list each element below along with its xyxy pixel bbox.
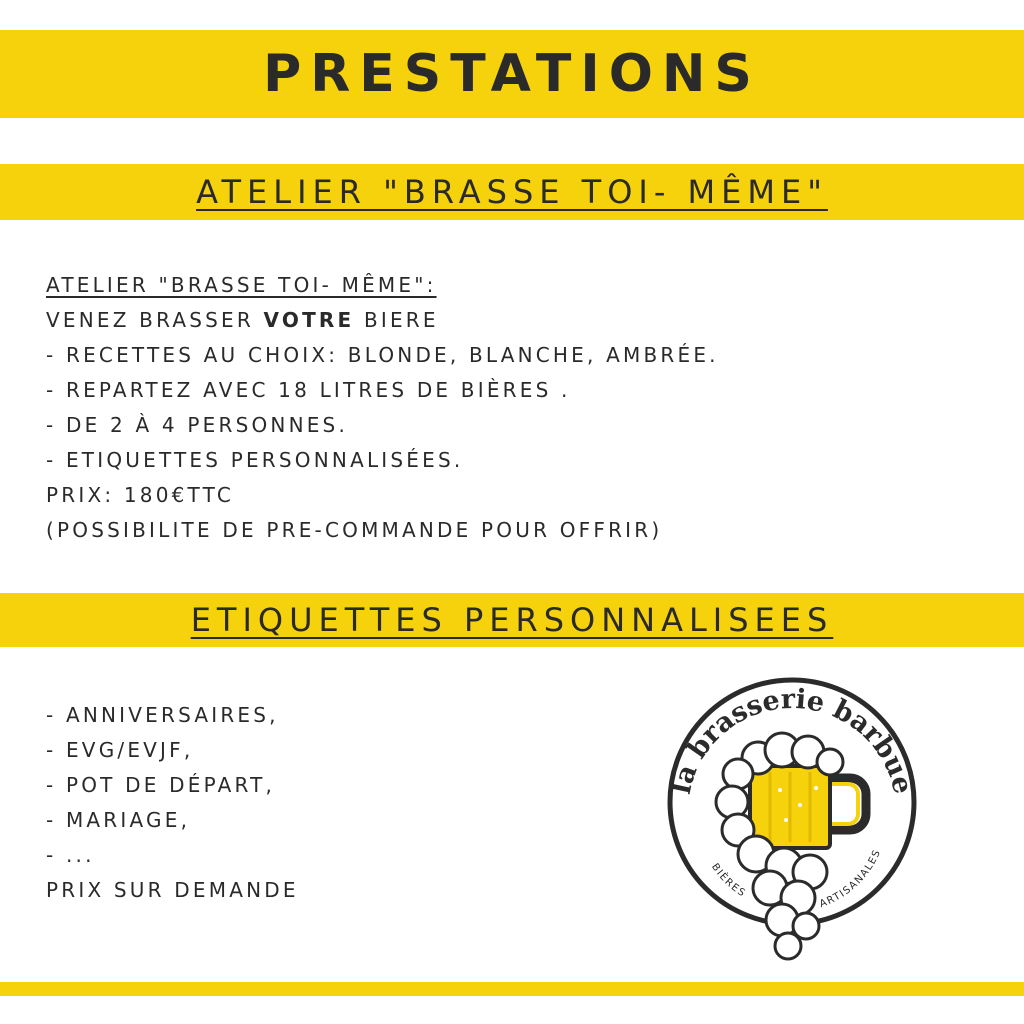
- brew-text-post: BIERE: [354, 308, 439, 332]
- list-item: - POT DE DÉPART,: [46, 773, 276, 797]
- labels-line: - ETIQUETTES PERSONNALISÉES.: [46, 448, 464, 472]
- people-line: - DE 2 À 4 PERSONNES.: [46, 413, 349, 437]
- logo-name: la brasserie barbue: [665, 683, 919, 797]
- recipes-line: - RECETTES AU CHOIX: BLONDE, BLANCHE, AMBRÉE.: [46, 343, 719, 367]
- list-item: - ANNIVERSAIRES,: [46, 703, 279, 727]
- list-item: - MARIAGE,: [46, 808, 191, 832]
- section2-title-text: ETIQUETTES PERSONNALISEES: [190, 601, 834, 639]
- price-line: PRIX: 180€TTC: [46, 483, 235, 507]
- section2-title: [0, 594, 1024, 646]
- list-item: - ...: [46, 843, 95, 867]
- brew-text-pre: VENEZ BRASSER: [46, 308, 264, 332]
- preorder-line: (POSSIBILITE DE PRE-COMMANDE POUR OFFRIR): [46, 518, 663, 542]
- list-item: - EVG/EVJF,: [46, 738, 194, 762]
- workshop-brew-line: [46, 303, 719, 338]
- section1-body: [46, 268, 719, 548]
- brasserie-logo: [660, 670, 922, 970]
- brew-text-bold: VOTRE: [263, 308, 355, 332]
- workshop-intro: ATELIER "BRASSE TOI- MÊME":: [46, 273, 437, 297]
- section1-title-text: ATELIER "BRASSE TOI- MÊME": [196, 173, 828, 211]
- section2-body: [46, 698, 299, 908]
- liters-line: - REPARTEZ AVEC 18 LITRES DE BIÈRES .: [46, 378, 571, 402]
- price-on-request: PRIX SUR DEMANDE: [46, 878, 299, 902]
- logo-sub-left: BIÈRES: [709, 861, 748, 900]
- footer-band: [0, 982, 1024, 996]
- logo-sub-right: ARTISANALES: [818, 847, 884, 911]
- section1-title: [0, 166, 1024, 218]
- page-title: PRESTATIONS: [263, 44, 761, 104]
